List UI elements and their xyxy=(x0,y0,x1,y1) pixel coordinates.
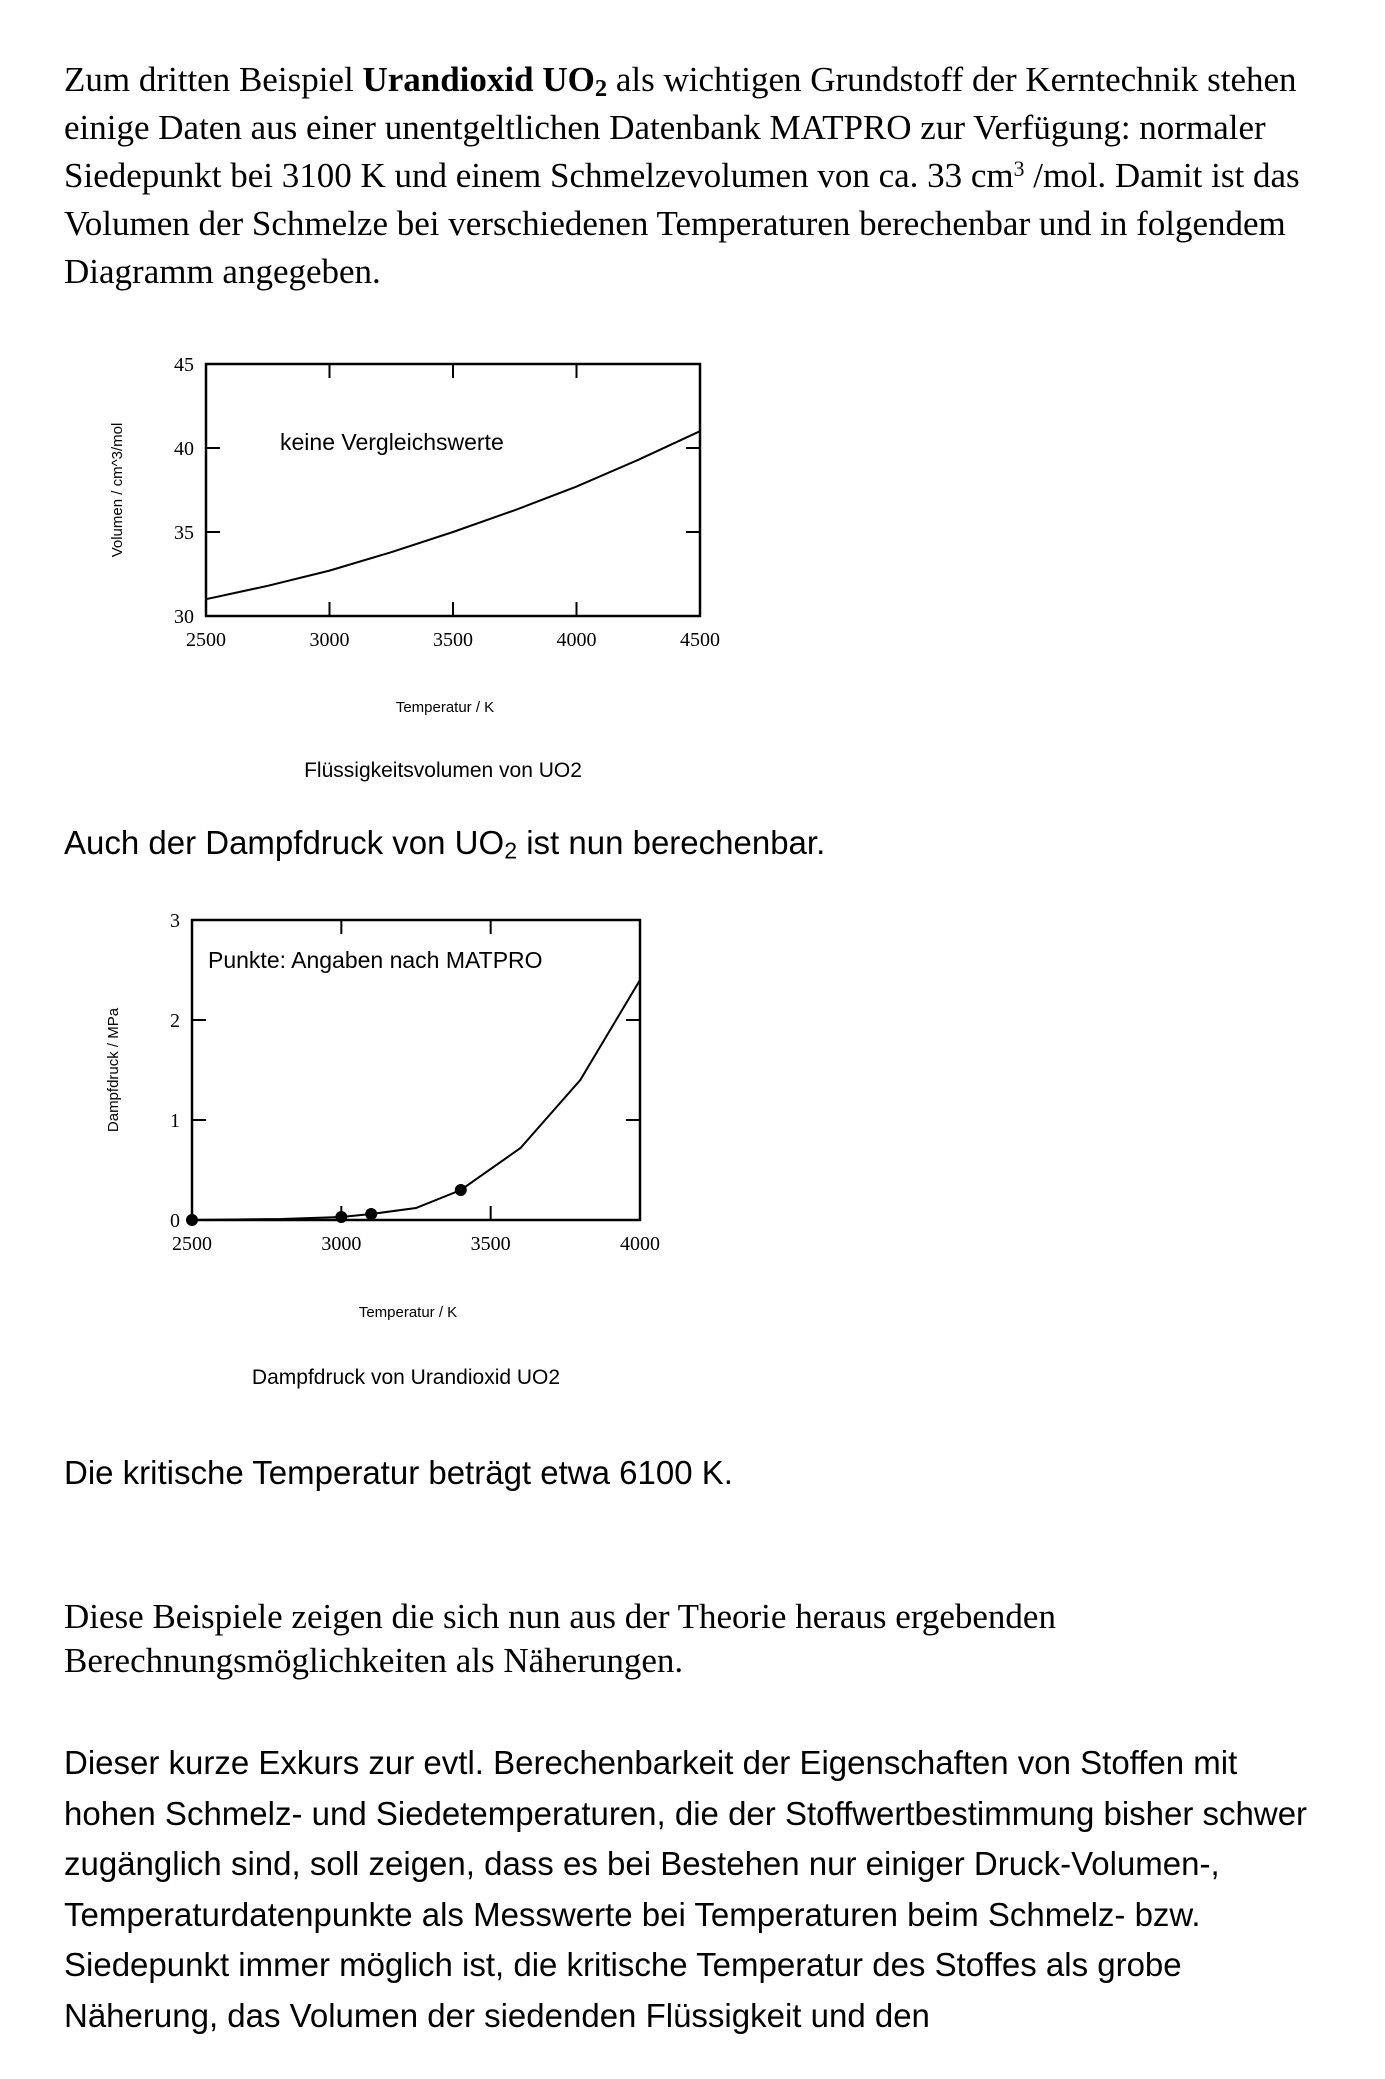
y-tick-label: 45 xyxy=(174,354,194,376)
x-tick-label: 4000 xyxy=(620,1233,660,1255)
excursion-paragraph: Dieser kurze Exkurs zur evtl. Berechenbarkeit der Eigenschaften von Stoffen mit hohen Schmelz- und Siedetemperaturen, die der Stoffwertbestimmung bisher schwer zugänglich sind, soll zeigen, dass es bei Bestehen nur einiger Druck-Volumen-, Temperaturdatenpunkte als Messwerte bei Temperaturen beim Schmelz- bzw. Siedepunkt immer möglich ist, die kritische Temperatur des Stoffes als grobe Näherung, das Volumen der siedenden Flüssigkeit und den xyxy=(64,1744,1308,2034)
vapor-intro-subscript: 2 xyxy=(504,837,518,864)
volume-x-axis-label: Temperatur / K xyxy=(395,699,495,716)
vapor-x-axis-label: Temperatur / K xyxy=(358,1304,458,1321)
y-tick-label: 40 xyxy=(174,438,194,460)
x-tick-label: 3000 xyxy=(309,629,350,651)
examples-paragraph: Diese Beispiele zeigen die sich nun aus der Theorie heraus ergebenden Berechnungsmöglichkeiten als Näherungen. xyxy=(64,1597,1056,1680)
y-tick-label: 1 xyxy=(170,1110,180,1132)
intro-superscript: 3 xyxy=(1013,157,1025,182)
data-point xyxy=(186,1214,198,1226)
intro-text-3: /mol. Damit ist das Volumen der Schmelze bei verschiedenen Temperaturen berechenbar und in folgendem Diagramm angegeben. xyxy=(64,156,1300,291)
volume-chart-caption: Flüssigkeitsvolumen von UO2 xyxy=(304,759,582,782)
x-tick-label: 2500 xyxy=(186,629,226,651)
vapor-intro-text-2: ist nun berechenbar. xyxy=(517,824,826,861)
intro-text-1: Zum dritten Beispiel xyxy=(64,60,363,99)
vapor-chart-caption: Dampfdruck von Urandioxid UO2 xyxy=(251,1366,561,1389)
vapor-intro-text-1: Auch der Dampfdruck von UO xyxy=(64,824,505,861)
x-tick-label: 2500 xyxy=(172,1233,212,1255)
y-tick-label: 2 xyxy=(170,1010,180,1032)
vapor-intro xyxy=(64,818,1334,867)
y-tick-label: 0 xyxy=(170,1210,180,1232)
data-point xyxy=(335,1211,347,1223)
volume-chart-frame xyxy=(206,364,700,616)
vapor-pressure-chart-svg xyxy=(0,890,800,1390)
data-point xyxy=(455,1184,467,1196)
vapor-y-axis-label: Dampfdruck / MPa xyxy=(105,1007,122,1133)
y-tick-label: 30 xyxy=(174,606,194,628)
vapor-annotation: Punkte: Angaben nach MATPRO xyxy=(208,947,543,973)
volume-y-axis-label: Volumen / cm^3/mol xyxy=(109,422,126,558)
vapor-pressure-chart xyxy=(0,890,800,1390)
volume-chart xyxy=(0,350,800,810)
volume-series-line xyxy=(206,431,700,599)
x-tick-label: 4000 xyxy=(556,629,597,651)
vapor-series-line xyxy=(192,980,640,1220)
intro-bold-subscript: 2 xyxy=(594,74,608,102)
intro-text-2: als wichtigen Grundstoff der Kerntechnik stehen einige Daten aus einer unentgeltlichen Datenbank MATPRO zur Verfügung: normaler Siedepunkt bei 3100 K und einem Schmelzevolumen von ca. 33 cm xyxy=(64,60,1297,195)
x-tick-label: 3500 xyxy=(433,629,473,651)
intro-bold-name: Urandioxid UO xyxy=(362,60,595,99)
intro-paragraph xyxy=(64,56,1334,296)
volume-annotation: keine Vergleichswerte xyxy=(280,429,504,455)
volume-chart-svg xyxy=(0,350,800,810)
y-tick-label: 3 xyxy=(170,910,180,932)
data-point xyxy=(365,1208,377,1220)
critical-temperature-text: Die kritische Temperatur beträgt etwa 6100 K. xyxy=(64,1454,733,1491)
x-tick-label: 4500 xyxy=(680,629,720,651)
x-tick-label: 3000 xyxy=(321,1233,362,1255)
y-tick-label: 35 xyxy=(174,522,194,544)
x-tick-label: 3500 xyxy=(470,1233,511,1255)
